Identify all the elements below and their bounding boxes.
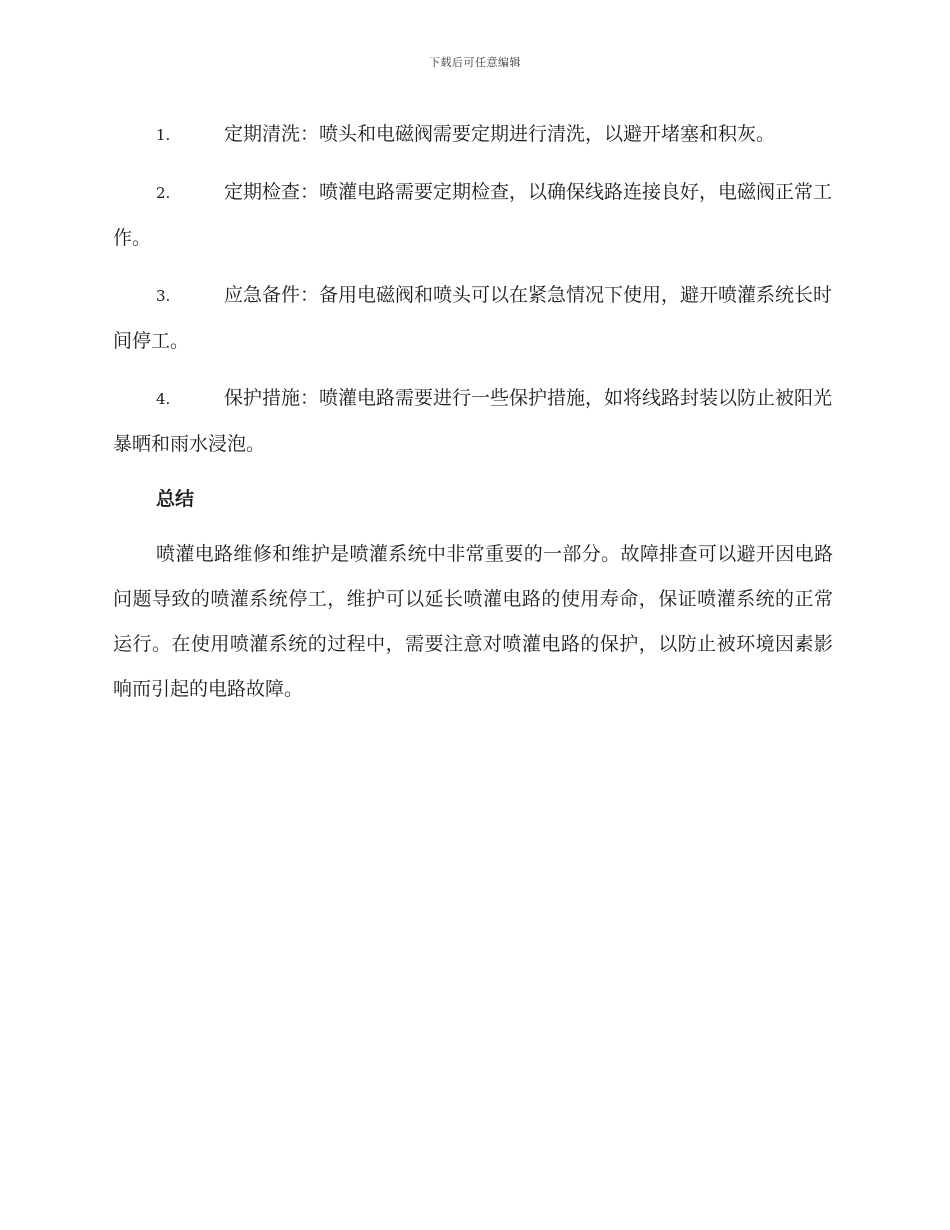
list-item <box>113 273 833 364</box>
list-number: 4. <box>156 390 171 408</box>
list-item-text: 定期检查：喷灌电路需要定期检查，以确保线路连接良好，电磁阀正常工作。 <box>113 181 833 249</box>
summary-paragraph: 喷灌电路维修和维护是喷灌系统中非常重要的一部分。故障排查可以避开因电路问题导致的喷灌系统停工，维护可以延长喷灌电路的使用寿命，保证喷灌系统的正常运行。在使用喷灌系统的过程中，需要注意对喷灌电路的保护，以防止被环境因素影响而引起的电路故障。 <box>113 543 833 700</box>
list-number: 1. <box>156 126 171 144</box>
list-item-text: 定期清洗：喷头和电磁阀需要定期进行清洗，以避开堵塞和积灰。 <box>224 123 776 145</box>
summary-heading: 总结 <box>156 488 195 510</box>
list-number: 3. <box>156 287 171 305</box>
list-item <box>113 112 833 158</box>
list-item-text: 应急备件：备用电磁阀和喷头可以在紧急情况下使用，避开喷灌系统长时间停工。 <box>113 284 833 352</box>
list-number: 2. <box>156 184 171 202</box>
page-header: 下载后可任意编辑 <box>429 56 521 69</box>
list-item <box>113 376 833 467</box>
list-item <box>113 170 833 261</box>
document-body <box>113 112 833 712</box>
list-item-text: 保护措施：喷灌电路需要进行一些保护措施，如将线路封装以防止被阳光暴晒和雨水浸泡。 <box>113 387 833 455</box>
